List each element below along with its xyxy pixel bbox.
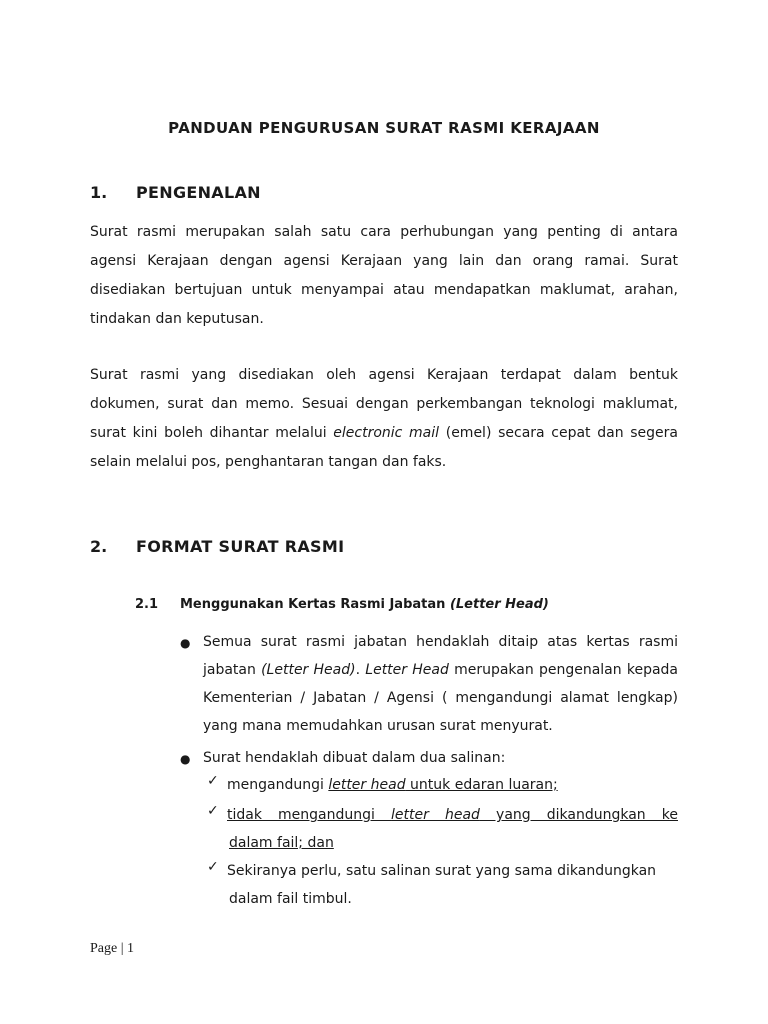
check-item-1 [227,771,558,799]
check-2-underlined-italic: letter head [391,807,480,823]
check-1-underlined: untuk edaran luaran; [405,777,558,793]
section-2-number: 2. [90,537,108,556]
subsection-2-1-number: 2.1 [135,597,159,612]
bullet-dot-icon: ● [180,752,191,766]
checkmark-icon: ✓ [207,803,219,819]
checkmark-icon: ✓ [207,859,219,875]
subsection-heading-italic: (Letter Head) [449,597,549,612]
check-item-2-line-2 [229,829,334,857]
section-1-heading: PENGENALAN [136,183,261,202]
paragraph-2-text: Surat rasmi yang disediakan oleh agensi Kerajaan terdapat dalam bentuk dokumen, surat dan memo. Sesuai dengan perkembangan teknologi maklumat, surat kini boleh dihantar melalui [90,367,678,441]
section-2-heading: FORMAT SURAT RASMI [136,537,345,556]
section-1-paragraph-2 [90,361,678,477]
check-item-2-line-1 [227,801,678,829]
check-2-underlined-c: dalam fail; dan [229,835,334,851]
bullet-1-text-a: Semua surat rasmi jabatan hendaklah ditaip atas kertas rasmi jabatan [203,634,678,678]
bullet-1-italic-b: Letter Head [365,662,449,678]
document-title: PANDUAN PENGURUSAN SURAT RASMI KERAJAAN [168,119,600,137]
paragraph-2-italic: electronic mail [333,425,440,441]
bullet-item-1 [203,628,678,740]
subsection-heading-text: Menggunakan Kertas Rasmi Jabatan [180,597,450,612]
bullet-1-italic-a: (Letter Head) [261,662,356,678]
bullet-1-text-c: merupakan pengenalan kepada Kementerian / Jabatan / Agensi ( mengandungi alamat lengkap) yang mana memudahkan urusan surat menyurat. [203,662,678,734]
checkmark-icon: ✓ [207,773,219,789]
check-2-underlined-a: tidak mengandungi [227,807,392,823]
check-item-3-line-2: dalam fail timbul. [229,891,352,907]
bullet-dot-icon: ● [180,636,191,650]
check-2-underlined-b: yang dikandungkan ke [479,807,678,823]
section-1-paragraph-1: Surat rasmi merupakan salah satu cara perhubungan yang penting di antara agensi Kerajaan dengan agensi Kerajaan yang lain dan orang ramai. Surat disediakan bertujuan untuk menyampai atau mendapatkan maklumat, arahan, tindakan dan keputusan. [90,224,678,327]
bullet-item-2: Surat hendaklah dibuat dalam dua salinan: [203,750,506,766]
section-1-number: 1. [90,183,108,202]
paragraph-2-text-end: (emel) secara cepat dan segera selain melalui pos, penghantaran tangan dan faks. [90,425,678,470]
page-number: Page | 1 [90,941,135,956]
check-1-underlined-italic: letter head [328,777,406,793]
check-item-3-line-1: Sekiranya perlu, satu salinan surat yang sama dikandungkan [227,863,657,879]
bullet-1-text-b: . [355,662,366,678]
subsection-2-1-heading [180,597,549,612]
check-1-text: mengandungi [227,777,329,793]
